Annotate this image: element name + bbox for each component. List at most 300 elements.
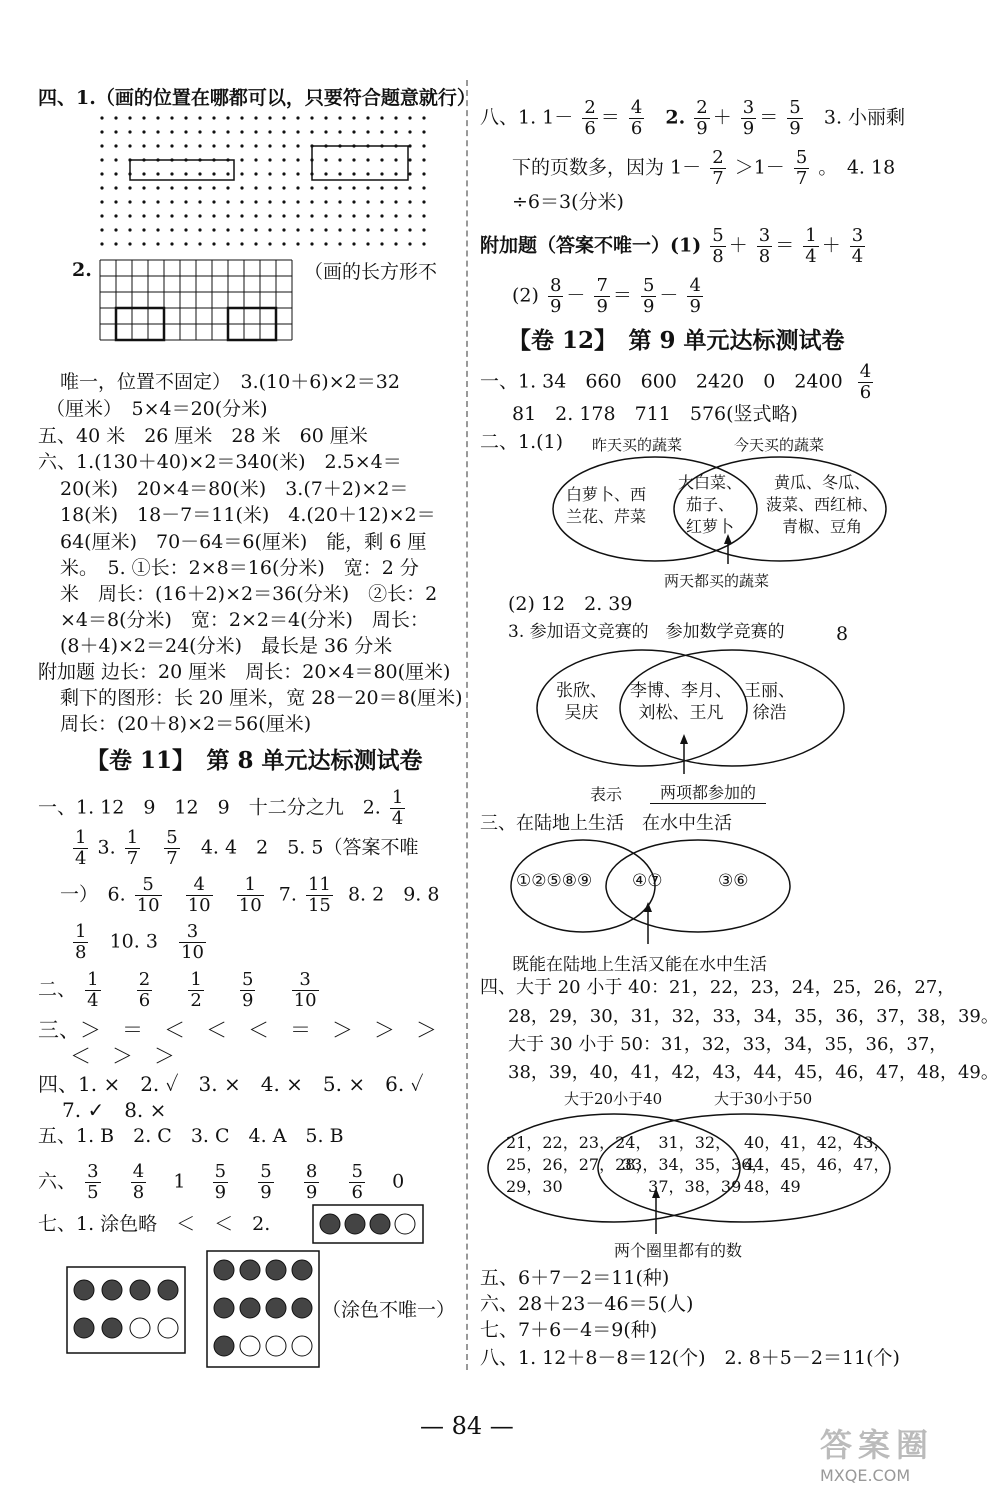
grid-dot [240,158,243,161]
grid-dot [324,242,327,245]
right-line-14: 大于 30 小于 50：31，32，33，34，35，36，37， [508,1034,948,1055]
fraction: $\frac{5}{9}$ [242,969,254,1011]
fraction: $\frac{7}{9}$ [596,275,608,317]
fraction: $\frac{1}{10}$ [238,874,262,916]
grid-dot [128,200,131,203]
grid-dot [422,158,425,161]
circle-grid-figure-1 [66,1266,186,1354]
grid-dot [296,158,299,161]
grid-dot [380,228,383,231]
grid-dot [324,214,327,217]
fraction: $\frac{3}{9}$ [742,97,755,139]
grid-dot [142,242,145,245]
left-line-13: (8＋4)×2＝24(分米) 最长是 36 分米 [60,635,393,657]
venn4-left-text: 21，22，23，24， 25，26，27，28， 29，30 [506,1133,652,1196]
s11-line-3 [60,875,439,916]
fraction: $\frac{5}{10}$ [136,874,160,916]
grid-dot [142,144,145,147]
grid-dot [422,116,425,119]
fraction: $\frac{1}{8}$ [75,921,87,963]
column-divider [466,80,468,1370]
s11-line-8: 四、1. × 2. ✓ 3. × 4. × 5. × 6. ✓ [38,1072,424,1096]
grid-dot [296,172,299,175]
grid-dot [352,214,355,217]
fraction: $\frac{4}{6}$ [630,97,643,139]
grid-dot [282,242,285,245]
grid-dot [254,130,257,133]
fraction: $\frac{5}{9}$ [260,1161,272,1203]
grid-dot [366,242,369,245]
grid-dot [198,116,201,119]
grid-dot [212,200,215,203]
venn2-mid-text: 李博、李月、 刘松、王凡 [630,681,732,723]
grid-dot [128,228,131,231]
grid-dot [268,242,271,245]
s11-text-5: 二、 [38,978,77,1001]
grid-dot [282,186,285,189]
grid-dot [352,200,355,203]
fraction: $\frac{2}{6}$ [584,97,596,139]
grid-dot [380,186,383,189]
right-line-11: 三、在陆地上生活 在水中生活 [480,813,732,834]
grid-dot [100,214,103,217]
venn1-left-label: 昨天买的蔬菜 [592,436,683,454]
grid-dot [100,172,103,175]
grid-dot [240,186,243,189]
grid-dot [408,116,411,119]
circle-row-figure [312,1204,424,1244]
grid-dot [394,200,397,203]
drawn-rectangle [130,160,234,180]
left-line-7: 20(米) 20×4＝80(米) 3.(7＋2)×2＝ [60,478,409,500]
left-line-14: 附加题 边长：20 厘米 周长：20×4＝80(厘米) [38,661,451,683]
grid-dot [198,214,201,217]
fraction: $\frac{3}{10}$ [181,921,204,963]
right-line-7: 81 2. 178 711 576(竖式略) [512,403,798,425]
grid-dot [100,242,103,245]
r2-text: 下的页数多，因为 1－ [512,156,702,179]
grid-dot [338,130,341,133]
grid-dot [156,200,159,203]
fraction: $\frac{4}{6}$ [859,361,872,403]
venn3-bottom-label: 既能在陆地上生活又能在水中生活 [512,955,767,975]
grid-dot [324,130,327,133]
grid-dot [310,228,313,231]
grid-dot [184,172,187,175]
grid-dot [114,130,117,133]
grid-dot [212,214,215,217]
grid-dot [212,130,215,133]
right-line-16: 五、6＋7－2＝11(种) [480,1267,670,1289]
grid-dot [128,214,131,217]
grid-dot [114,144,117,147]
grid-dot [198,200,201,203]
grid-dot [324,158,327,161]
right-line-17: 六、28＋23－46＝5(人) [480,1293,694,1315]
grid-dot [226,144,229,147]
grid-dot [310,186,313,189]
fraction: $\frac{4}{9}$ [689,275,701,317]
grid-dot [170,130,173,133]
grid-dot [366,214,369,217]
grid-dot [142,200,145,203]
circle-grid-figure-2 [206,1250,320,1368]
s11-line-7: ＜ ＞ ＞ [70,1044,175,1068]
grid-dot [394,242,397,245]
grid-dot [184,214,187,217]
venn2-bottom-a: 表示 [590,785,623,804]
grid-dot [338,214,341,217]
grid-dot [380,172,383,175]
r1-text: 八、1. 1－ [480,106,574,129]
grid-dot [296,144,299,147]
grid-dot [240,172,243,175]
section-title-11: 【卷 11】 第 8 单元达标测试卷 [86,747,423,774]
left-line-12: ×4＝8(分米) 宽：2×2＝4(分米) 周长： [60,609,429,631]
fraction: $\frac{1}{7}$ [126,827,139,869]
grid-dot [156,144,159,147]
one: 1 [173,1170,186,1193]
grid-dot [254,200,257,203]
grid-dot [282,228,285,231]
fraction: $\frac{1}{4}$ [805,225,817,267]
fraction: $\frac{2}{9}$ [696,97,708,139]
grid-dot [198,144,201,147]
grid-dot [310,242,313,245]
section-title-12: 【卷 12】 第 9 单元达标测试卷 [508,327,845,354]
venn4-mid-text: 31，32， 33，34，35，36， 37，38，39 [622,1133,768,1196]
s11-text-2a: 3. [97,836,116,859]
grid-dot [268,186,271,189]
s11-line-12: 七、1. 涂色略 ＜ ＜ 2. [38,1213,271,1235]
grid-dot [142,228,145,231]
venn1-right-text: 黄瓜、冬瓜、 菠菜、西红柿、 青椒、豆角 [766,473,879,536]
grid-dot [352,172,355,175]
venn4-bottom-label: 两个圈里都有的数 [614,1241,743,1260]
grid-dot [100,144,103,147]
grid-dot [352,228,355,231]
grid-dot [394,172,397,175]
r2c-text: 。 4. 18 [818,156,896,179]
grid-dot [422,242,425,245]
right-line-6 [480,362,876,403]
grid-dot [170,242,173,245]
grid-dot [268,116,271,119]
grid-dot [226,214,229,217]
q4-2-note: （画的长方形不 [304,261,438,283]
grid-dot [170,228,173,231]
grid-dot [226,116,229,119]
fraction: $\frac{1}{4}$ [75,827,87,869]
grid-dot [254,144,257,147]
fraction: $\frac{1}{4}$ [87,969,99,1011]
fraction: $\frac{5}{9}$ [214,1161,227,1203]
grid-dot [380,158,383,161]
left-line-15: 剩下的图形：长 20 厘米，宽 28－20＝8(厘米) [60,687,463,709]
grid-dot [170,144,173,147]
grid-dot [366,130,369,133]
grid-dot [254,186,257,189]
grid-dot [394,116,397,119]
grid-dot [254,158,257,161]
grid-dot [128,144,131,147]
grid-dot [240,116,243,119]
grid-dot [184,144,187,147]
venn1-right-label: 今天买的蔬菜 [734,436,825,454]
s11-line-6: 三、＞ ＝ ＜ ＜ ＜ ＝ ＞ ＞ ＞ [38,1018,437,1042]
grid-dot [338,158,341,161]
venn4-right-text: 40，41，42，43， 44，45，46，47， 48，49 [744,1133,890,1196]
grid-dot [338,228,341,231]
grid-dot [324,200,327,203]
grid-dot [156,172,159,175]
left-line-3: 唯一，位置不固定） 3.(10＋6)×2＝32 [60,371,400,393]
fraction: $\frac{5}{9}$ [642,275,655,317]
fraction: $\frac{2}{7}$ [712,147,724,189]
grid-dot [212,172,215,175]
grid-dot [142,116,145,119]
grid-dot [282,158,285,161]
grid-dot [156,130,159,133]
grid-dot [198,242,201,245]
grid-dot [114,200,117,203]
s11-text-1: 一、1. 12 9 12 9 十二分之九 2. [38,796,381,819]
grid-dot [212,144,215,147]
grid-dot [268,228,271,231]
s11-text-2b: 4. 4 2 5. 5（答案不唯 [200,836,419,859]
fraction: $\frac{4}{8}$ [132,1161,145,1203]
left-line-6: 六、1.(130＋40)×2＝340(米) 2.5×4＝ [38,451,402,473]
grid-dot [184,186,187,189]
right-line-18: 七、7＋6－4＝9(种) [480,1319,658,1341]
grid-dot [114,116,117,119]
venn2-left-text: 张欣、 吴庆 [556,681,607,723]
grid-dot [170,186,173,189]
grid-dot [394,130,397,133]
grid-dot [128,130,131,133]
grid-dot [114,214,117,217]
fraction: $\frac{11}{15}$ [307,874,331,916]
s11-line-11 [38,1162,404,1203]
grid-dot [198,130,201,133]
grid-dot [422,214,425,217]
venn2-right-text: 王丽、 徐浩 [744,681,795,723]
grid-dot [380,130,383,133]
grid-dot [100,116,103,119]
grid-dot [268,158,271,161]
grid-dot [184,116,187,119]
grid-dot [380,116,383,119]
grid-dot [282,144,285,147]
grid-dot [156,228,159,231]
zero: 0 [392,1170,405,1193]
grid-dot [408,186,411,189]
grid-dot [114,158,117,161]
r5-text: (2) [512,284,539,307]
watermark-big: 答案圈 [820,1426,935,1464]
grid-dot [296,200,299,203]
grid-dot [366,228,369,231]
r1-num2: 2. [665,106,686,129]
grid-dot [198,172,201,175]
grid-dot [338,186,341,189]
grid-dot [240,242,243,245]
s11-line-9: 7. ✓ 8. × [62,1098,167,1122]
grid-dot [114,242,117,245]
grid-dot [380,200,383,203]
grid-dot [198,228,201,231]
grid-dot [422,130,425,133]
fraction: $\frac{5}{6}$ [351,1161,363,1203]
grid-dot [128,186,131,189]
grid-dot [324,186,327,189]
grid-dot [394,214,397,217]
grid-dot [184,200,187,203]
left-line-9: 64(厘米) 70－64＝6(厘米) 能，剩 6 厘 [60,531,427,553]
fraction: $\frac{5}{7}$ [166,827,178,869]
fraction: $\frac{5}{8}$ [712,225,724,267]
grid-dot [394,158,397,161]
dot-grid-figure [96,112,436,248]
watermark-small: MXQE.COM [820,1466,911,1485]
grid-dot [156,116,159,119]
right-line-9: (2) 12 2. 39 [508,593,633,615]
q4-1: 四、1.（画的位置在哪都可以，只要符合题意就行） [38,87,476,109]
grid-dot [422,200,425,203]
grid-dot [212,186,215,189]
right-line-3: ÷6＝3(分米) [512,191,624,213]
grid-dot [226,172,229,175]
grid-dot [240,130,243,133]
grid-dot [310,116,313,119]
right-line-8: 二、1.(1) [480,431,564,453]
venn3-left-text: ①②⑤⑧⑨ [516,871,593,891]
grid-dot [422,144,425,147]
grid-dot [324,116,327,119]
grid-dot [254,242,257,245]
fraction: $\frac{5}{9}$ [789,97,801,139]
venn1-mid-text: 大白菜、 茄子、 红萝卜 [678,473,743,536]
left-line-5: 五、40 米 26 厘米 28 米 60 厘米 [38,425,368,447]
s11-text-3c: 8. 2 9. 8 [347,883,440,906]
grid-dot [100,228,103,231]
grid-dot [352,116,355,119]
grid-dot [408,200,411,203]
r6-text: 一、1. 34 660 600 2420 0 2400 [480,370,843,393]
grid-dot [212,228,215,231]
left-line-16: 周长：(20＋8)×2＝56(厘米) [60,713,312,735]
grid-dot [240,214,243,217]
grid-dot [226,186,229,189]
fraction: $\frac{3}{10}$ [293,969,317,1011]
venn4-right-label: 大于30小于50 [714,1090,813,1108]
square-grid-figure [98,258,298,350]
grid-dot [366,116,369,119]
s11-line-1 [38,788,408,829]
grid-dot [324,172,327,175]
grid-dot [422,228,425,231]
grid-dot [254,172,257,175]
grid-dot [366,158,369,161]
fraction: $\frac{3}{8}$ [758,225,771,267]
s11-line-13: （涂色不唯一） [322,1299,456,1321]
grid-dot [296,214,299,217]
grid-dot [408,242,411,245]
r2b-text: ＞1－ [734,156,785,179]
grid-dot [100,158,103,161]
grid-dot [296,130,299,133]
venn4-left-label: 大于20小于40 [564,1090,663,1108]
s11-text-3a: 一） 6. [60,883,126,906]
grid-dot [324,228,327,231]
right-line-19: 八、1. 12＋8－8＝12(个) 2. 8＋5－2＝11(个) [480,1347,900,1369]
grid-dot [408,158,411,161]
grid-dot [296,116,299,119]
fraction: $\frac{3}{4}$ [851,225,864,267]
grid-dot [408,172,411,175]
grid-dot [142,130,145,133]
grid-dot [296,228,299,231]
grid-dot [352,242,355,245]
grid-dot [310,200,313,203]
grid-dot [198,186,201,189]
grid-dot [226,130,229,133]
fraction: $\frac{2}{6}$ [138,969,151,1011]
grid-dot [408,144,411,147]
fraction: $\frac{8}{9}$ [549,275,562,317]
venn1-bottom-label: 两天都买的蔬菜 [664,572,770,590]
grid-dot [296,242,299,245]
fraction: $\frac{1}{4}$ [391,787,404,829]
grid-dot [338,242,341,245]
s11-text-3b: 7. [278,883,297,906]
grid-dot [100,186,103,189]
grid-dot [128,116,131,119]
grid-dot [352,130,355,133]
venn3-mid-text: ④⑦ [632,871,663,891]
left-line-11: 米 周长：(16＋2)×2＝36(分米) ②长：2 [60,583,438,605]
grid-dot [282,214,285,217]
watermark-logo [820,1420,990,1485]
grid-dot [212,242,215,245]
grid-dot [268,144,271,147]
grid-dot [240,144,243,147]
grid-dot [100,200,103,203]
grid-dot [282,116,285,119]
grid-dot [184,242,187,245]
grid-dot [338,172,341,175]
grid-dot [310,130,313,133]
s11-line-2 [70,828,418,869]
q4-2-label: 2. [72,259,92,281]
venn3-right-text: ③⑥ [718,871,749,891]
grid-dot [156,186,159,189]
grid-dot [142,214,145,217]
grid-dot [114,228,117,231]
grid-dot [408,130,411,133]
fraction: $\frac{5}{7}$ [795,147,808,189]
venn1-left-text: 白萝卜、西 兰花、芹菜 [566,485,647,526]
grid-dot [394,228,397,231]
grid-dot [254,116,257,119]
grid-dot [408,214,411,217]
left-line-4: （厘米） 5×4＝20(分米) [46,398,268,420]
s11-text-11: 六、 [38,1170,77,1193]
grid-dot [226,228,229,231]
right-line-5: (2) $\frac{8}{9}$ － $\frac{7}{9}$ ＝ $\frac{5}{9}$ － $\frac{4}{9}$ [512,275,701,317]
grid-dot [366,186,369,189]
grid-dot [380,214,383,217]
